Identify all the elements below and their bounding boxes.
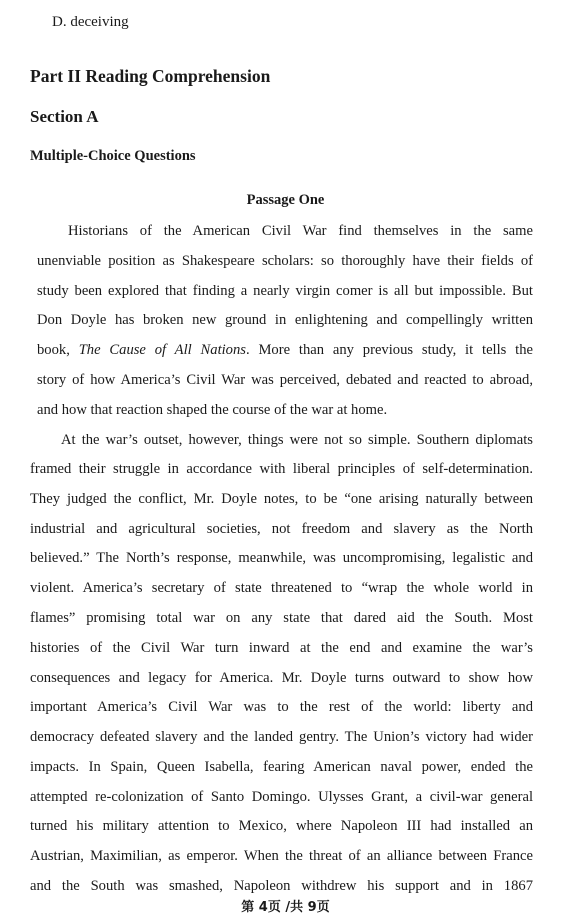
paragraph-line: turned his military attention to Mexico, where Napoleon III had installed an [30, 818, 533, 834]
section-title: Section A [30, 107, 99, 126]
paragraph-line: Historians of the American Civil War find themselves in the same [68, 223, 533, 239]
paragraph-line: flames” promising total war on any state that dared aid the South. Most [30, 610, 533, 626]
line-text: . More than any previous study, it tells the [245, 342, 534, 358]
paragraph-line: Austrian, Maximilian, as emperor. When the threat of an alliance between France [30, 848, 533, 864]
paragraph-line: consequences and legacy for America. Mr. Doyle turns outward to show how [30, 670, 533, 686]
paragraph-line: attempted re-colonization of Santo Domingo. Ulysses Grant, a civil-war general [30, 789, 533, 805]
subsection-title: Multiple-Choice Questions [30, 148, 196, 164]
paragraph-line: histories of the Civil War turn inward at the end and examine the war’s [30, 640, 533, 656]
paragraph-line: and the South was smashed, Napoleon withdrew his support and in 1867 [30, 878, 533, 894]
paragraph-line: believed.” The North’s response, meanwhile, was uncompromising, legalistic and [30, 550, 533, 566]
paragraph-line: and how that reaction shaped the course of the war at home. [37, 402, 388, 418]
paragraph-line: industrial and agricultural societies, not freedom and slavery as the North [30, 521, 533, 537]
paragraph-line: framed their struggle in accordance with liberal principles of self-determination. [30, 461, 533, 477]
part-title: Part II Reading Comprehension [30, 66, 271, 86]
paragraph-line: study been explored that finding a nearly virgin comer is all but impossible. But [37, 283, 533, 299]
paragraph-line: story of how America’s Civil War was perceived, debated and reacted to abroad, [37, 372, 533, 388]
line-text: book, [37, 342, 79, 358]
book-title: The Cause of All Nations [78, 342, 246, 358]
paragraph-line [37, 340, 533, 360]
paragraph-line: They judged the conflict, Mr. Doyle notes, to be “one arising naturally between [30, 491, 533, 507]
paragraph-line: democracy defeated slavery and the landed gentry. The Union’s victory had wider [30, 729, 533, 745]
page-footer: 第 4页 /共 9页 [241, 900, 330, 915]
passage-title: Passage One [246, 192, 325, 208]
answer-option-d: D. deceiving [52, 14, 129, 30]
paragraph-line: unenviable position as Shakespeare scholars: so thoroughly have their fields of [37, 253, 533, 269]
paragraph-line: impacts. In Spain, Queen Isabella, fearing American naval power, ended the [30, 759, 533, 775]
paragraph-line: violent. America’s secretary of state threatened to “wrap the whole world in [30, 580, 533, 596]
paragraph-line: Don Doyle has broken new ground in enlightening and compellingly written [37, 312, 533, 328]
paragraph-line: At the war’s outset, however, things were not so simple. Southern diplomats [61, 432, 533, 448]
paragraph-line: important America’s Civil War was to the rest of the world: liberty and [30, 699, 533, 715]
